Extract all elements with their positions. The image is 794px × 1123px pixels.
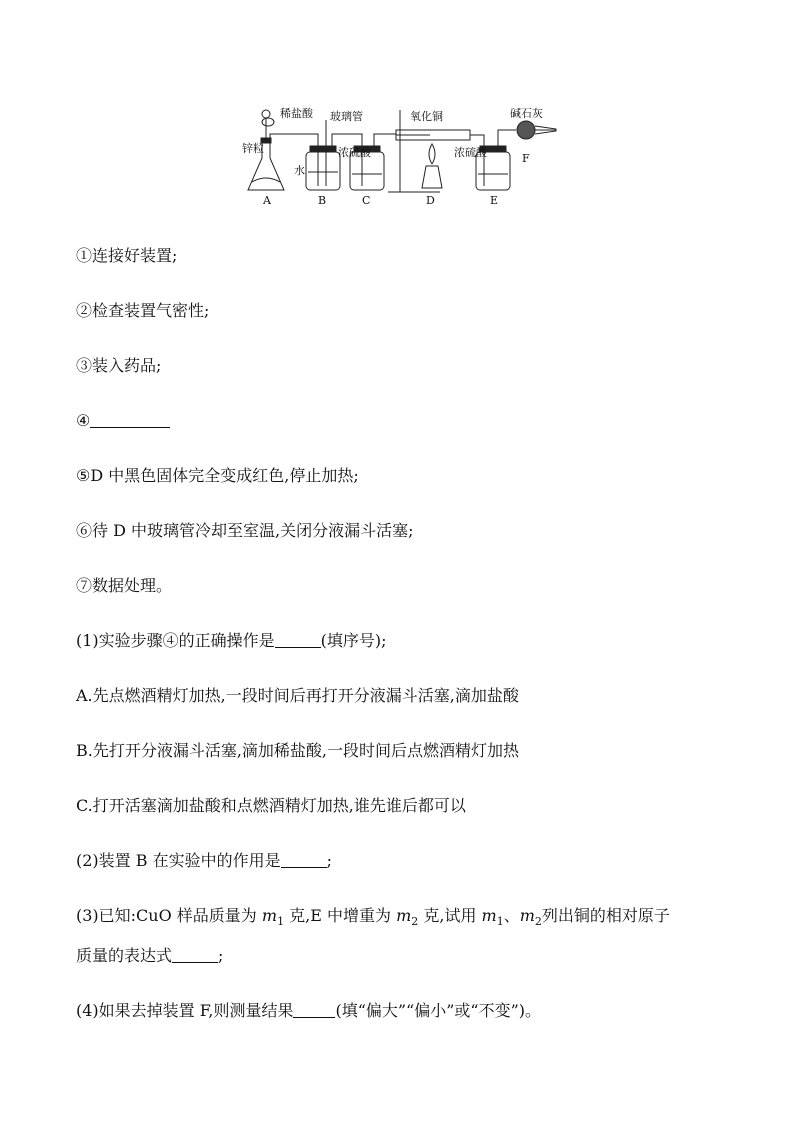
label-a: A [263, 194, 271, 207]
question-2-blank [281, 851, 327, 868]
question-1 [76, 630, 387, 652]
label-d: D [426, 194, 435, 207]
step-1: ①连接好装置; [76, 246, 178, 265]
var-m: m [481, 906, 497, 925]
option-c: C.打开活塞滴加盐酸和点燃酒精灯加热,谁先谁后都可以 [76, 796, 466, 815]
step-2: ②检查装置气密性; [76, 301, 210, 320]
question-1-blank [275, 631, 321, 648]
label-cuo: 氧化铜 [410, 110, 443, 123]
label-f: F [522, 152, 530, 165]
question-4 [76, 1000, 541, 1022]
question-4-suffix: (填“偏大”“偏小”或“不变”)。 [335, 1001, 542, 1020]
sub-1: 1 [277, 915, 285, 929]
q3-text-2: 克,E 中增重为 [284, 906, 397, 925]
var-m: m [261, 906, 278, 925]
question-2-text: (2)装置 B 在实验中的作用是 [76, 851, 281, 870]
step-5: ⑤D 中黑色固体完全变成红色,停止加热; [76, 466, 359, 485]
label-conc-acid-c: 浓硫酸 [338, 146, 371, 159]
step-4 [76, 410, 170, 432]
step-3: ③装入药品; [76, 356, 162, 375]
label-hcl: 稀盐酸 [280, 107, 313, 120]
label-e: E [490, 194, 499, 207]
label-zinc: 锌粒 [242, 142, 264, 155]
sub-2: 2 [534, 915, 542, 929]
question-4-blank [293, 1001, 335, 1018]
question-2-suffix: ; [326, 851, 332, 870]
question-1-text: (1)实验步骤④的正确操作是 [76, 631, 275, 650]
question-3-blank [172, 946, 218, 963]
question-3-line-2 [76, 945, 223, 967]
label-conc-acid-e: 浓硫酸 [454, 146, 487, 159]
apparatus-figure [240, 100, 560, 210]
question-2 [76, 850, 332, 872]
q3-text-4: 列出铜的相对原子 [541, 906, 670, 925]
option-b: B.先打开分液漏斗活塞,滴加稀盐酸,一段时间后点燃酒精灯加热 [76, 741, 520, 760]
step-6: ⑥待 D 中玻璃管冷却至室温,关闭分液漏斗活塞; [76, 521, 414, 540]
step-4-blank [90, 411, 170, 428]
q3-text-3: 克,试用 [418, 906, 482, 925]
label-glass-tube: 玻璃管 [330, 110, 363, 123]
var-m: m [396, 906, 412, 925]
label-water: 水 [294, 164, 305, 177]
label-soda-lime: 碱石灰 [510, 107, 543, 120]
question-1-suffix: (填序号); [320, 631, 387, 650]
step-7: ⑦数据处理。 [76, 576, 173, 595]
option-a: A.先点燃酒精灯加热,一段时间后再打开分液漏斗活塞,滴加盐酸 [76, 686, 519, 705]
question-3-line-1 [76, 905, 670, 933]
sub-1: 1 [496, 915, 504, 929]
q3-sep: 、 [503, 906, 520, 925]
step-4-label: ④ [76, 411, 91, 430]
q3-text-5: 质量的表达式 [76, 946, 173, 965]
apparatus-diagram [240, 100, 560, 210]
q3-text-1: (3)已知:CuO 样品质量为 [76, 906, 262, 925]
q3-suffix: ; [218, 946, 224, 965]
question-4-text: (4)如果去掉装置 F,则测量结果 [76, 1001, 294, 1020]
label-c: C [362, 194, 371, 207]
sub-2: 2 [411, 915, 419, 929]
label-b: B [318, 194, 327, 207]
var-m: m [519, 906, 535, 925]
